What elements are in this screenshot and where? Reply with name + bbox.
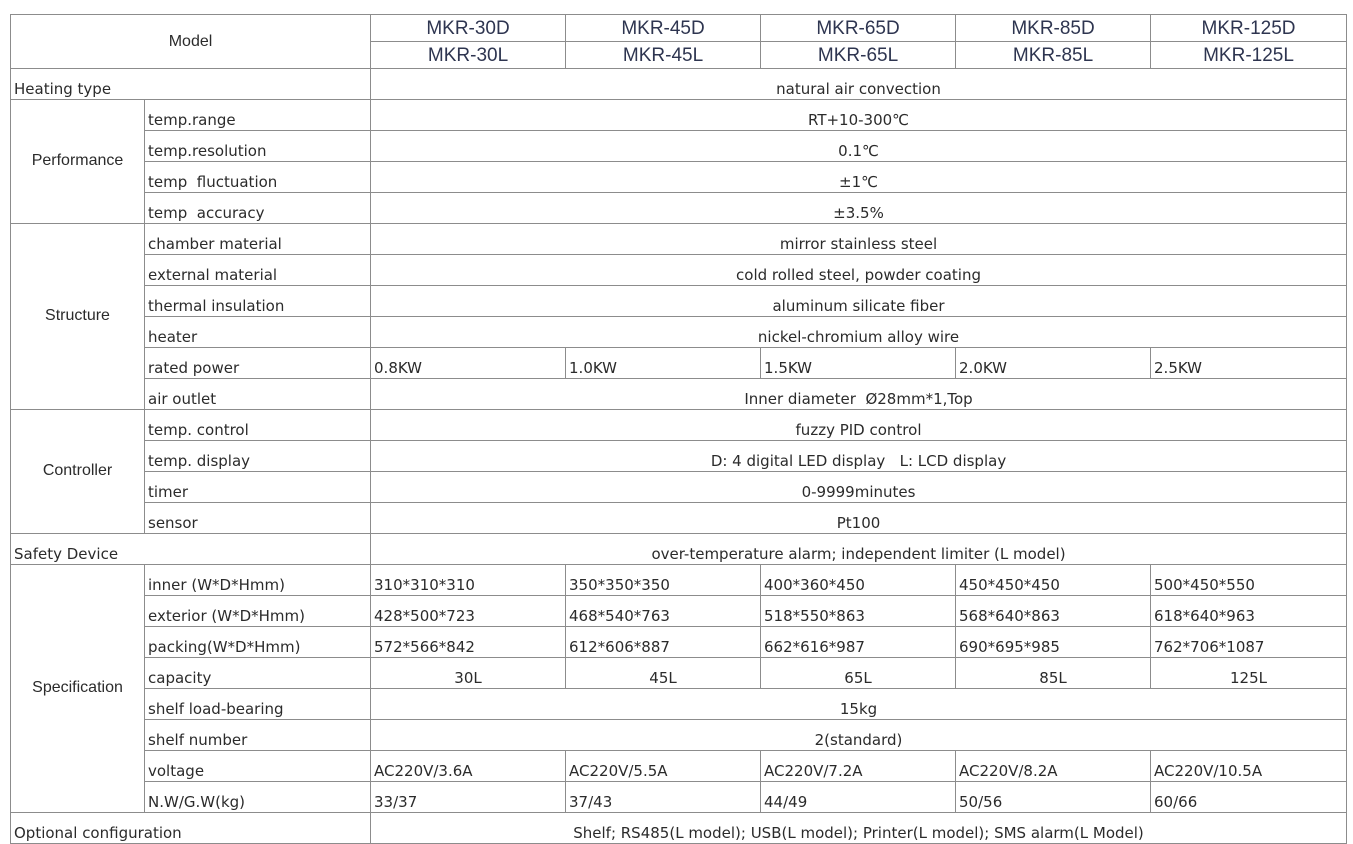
cell-value: 762*706*1087 (1151, 627, 1347, 658)
model-name: MKR-85L (956, 42, 1151, 69)
row-value: ±1℃ (371, 162, 1347, 193)
cell-value: 500*450*550 (1151, 565, 1347, 596)
table-row (11, 162, 1347, 193)
row-value: 2(standard) (371, 720, 1347, 751)
cell-value: 2.5KW (1151, 348, 1347, 379)
row-value: Shelf; RS485(L model); USB(L model); Printer(L model); SMS alarm(L Model) (371, 813, 1347, 844)
cell-value: 618*640*963 (1151, 596, 1347, 627)
row-label: chamber material (145, 224, 371, 255)
cell-value: AC220V/7.2A (761, 751, 956, 782)
table-row (11, 596, 1347, 627)
row-label: Optional configuration (11, 813, 371, 844)
header-row-d (11, 15, 1347, 42)
row-value: Pt100 (371, 503, 1347, 534)
model-name: MKR-125D (1151, 15, 1347, 42)
group-label: Structure (11, 224, 145, 410)
cell-value: 85L (956, 658, 1151, 689)
row-label: timer (145, 472, 371, 503)
table-row (11, 286, 1347, 317)
model-name: MKR-85D (956, 15, 1151, 42)
model-name: MKR-30L (371, 42, 566, 69)
cell-value: 0.8KW (371, 348, 566, 379)
cell-value: 518*550*863 (761, 596, 956, 627)
row-value: ±3.5% (371, 193, 1347, 224)
table-row (11, 410, 1347, 441)
model-label: Model (11, 15, 371, 69)
table-row (11, 565, 1347, 596)
table-row (11, 503, 1347, 534)
row-label: shelf load-bearing (145, 689, 371, 720)
table-row (11, 720, 1347, 751)
table-row (11, 658, 1347, 689)
cell-value: 690*695*985 (956, 627, 1151, 658)
table-row (11, 534, 1347, 565)
row-value: 0.1℃ (371, 131, 1347, 162)
row-label: packing(W*D*Hmm) (145, 627, 371, 658)
row-value: 0-9999minutes (371, 472, 1347, 503)
row-value: Inner diameter Ø28mm*1,Top (371, 379, 1347, 410)
row-label: sensor (145, 503, 371, 534)
model-name: MKR-65L (761, 42, 956, 69)
table-row (11, 441, 1347, 472)
table-row (11, 224, 1347, 255)
row-label: temp.resolution (145, 131, 371, 162)
row-label: temp fluctuation (145, 162, 371, 193)
cell-value: 468*540*763 (566, 596, 761, 627)
row-value: D: 4 digital LED display L: LCD display (371, 441, 1347, 472)
cell-value: 662*616*987 (761, 627, 956, 658)
cell-value: 44/49 (761, 782, 956, 813)
spec-table (10, 14, 1347, 844)
cell-value: 350*350*350 (566, 565, 761, 596)
row-value: nickel-chromium alloy wire (371, 317, 1347, 348)
row-label: Heating type (11, 69, 371, 100)
model-name: MKR-45D (566, 15, 761, 42)
row-value: aluminum silicate fiber (371, 286, 1347, 317)
cell-value: 450*450*450 (956, 565, 1151, 596)
row-label: heater (145, 317, 371, 348)
model-name: MKR-30D (371, 15, 566, 42)
model-name: MKR-65D (761, 15, 956, 42)
row-label: rated power (145, 348, 371, 379)
table-row (11, 751, 1347, 782)
cell-value: 50/56 (956, 782, 1151, 813)
row-label: shelf number (145, 720, 371, 751)
row-value: natural air convection (371, 69, 1347, 100)
row-value: mirror stainless steel (371, 224, 1347, 255)
table-row (11, 317, 1347, 348)
table-row (11, 813, 1347, 844)
cell-value: 400*360*450 (761, 565, 956, 596)
group-label: Performance (11, 100, 145, 224)
row-value: RT+10-300℃ (371, 100, 1347, 131)
row-label: temp.range (145, 100, 371, 131)
cell-value: 37/43 (566, 782, 761, 813)
table-row (11, 627, 1347, 658)
table-row (11, 100, 1347, 131)
row-label: temp. display (145, 441, 371, 472)
row-label: exterior (W*D*Hmm) (145, 596, 371, 627)
table-row (11, 689, 1347, 720)
row-label: N.W/G.W(kg) (145, 782, 371, 813)
row-value: over-temperature alarm; independent limiter (L model) (371, 534, 1347, 565)
row-value: cold rolled steel, powder coating (371, 255, 1347, 286)
row-value: 15kg (371, 689, 1347, 720)
cell-value: AC220V/5.5A (566, 751, 761, 782)
table-row (11, 782, 1347, 813)
table-row (11, 193, 1347, 224)
row-label: inner (W*D*Hmm) (145, 565, 371, 596)
cell-value: 45L (566, 658, 761, 689)
cell-value: 572*566*842 (371, 627, 566, 658)
row-label: air outlet (145, 379, 371, 410)
row-label: temp accuracy (145, 193, 371, 224)
cell-value: 65L (761, 658, 956, 689)
cell-value: 1.5KW (761, 348, 956, 379)
cell-value: 2.0KW (956, 348, 1151, 379)
group-label: Specification (11, 565, 145, 813)
model-name: MKR-125L (1151, 42, 1347, 69)
table-row (11, 348, 1347, 379)
table-row (11, 379, 1347, 410)
cell-value: AC220V/8.2A (956, 751, 1151, 782)
row-label: voltage (145, 751, 371, 782)
table-row (11, 131, 1347, 162)
cell-value: 33/37 (371, 782, 566, 813)
row-label: temp. control (145, 410, 371, 441)
row-label: thermal insulation (145, 286, 371, 317)
model-name: MKR-45L (566, 42, 761, 69)
table-row (11, 255, 1347, 286)
row-label: external material (145, 255, 371, 286)
cell-value: 1.0KW (566, 348, 761, 379)
row-label: Safety Device (11, 534, 371, 565)
group-label: Controller (11, 410, 145, 534)
table-row (11, 69, 1347, 100)
cell-value: AC220V/10.5A (1151, 751, 1347, 782)
row-label: capacity (145, 658, 371, 689)
cell-value: 612*606*887 (566, 627, 761, 658)
cell-value: 568*640*863 (956, 596, 1151, 627)
cell-value: 310*310*310 (371, 565, 566, 596)
cell-value: 60/66 (1151, 782, 1347, 813)
cell-value: AC220V/3.6A (371, 751, 566, 782)
cell-value: 428*500*723 (371, 596, 566, 627)
row-value: fuzzy PID control (371, 410, 1347, 441)
cell-value: 125L (1151, 658, 1347, 689)
table-row (11, 472, 1347, 503)
cell-value: 30L (371, 658, 566, 689)
